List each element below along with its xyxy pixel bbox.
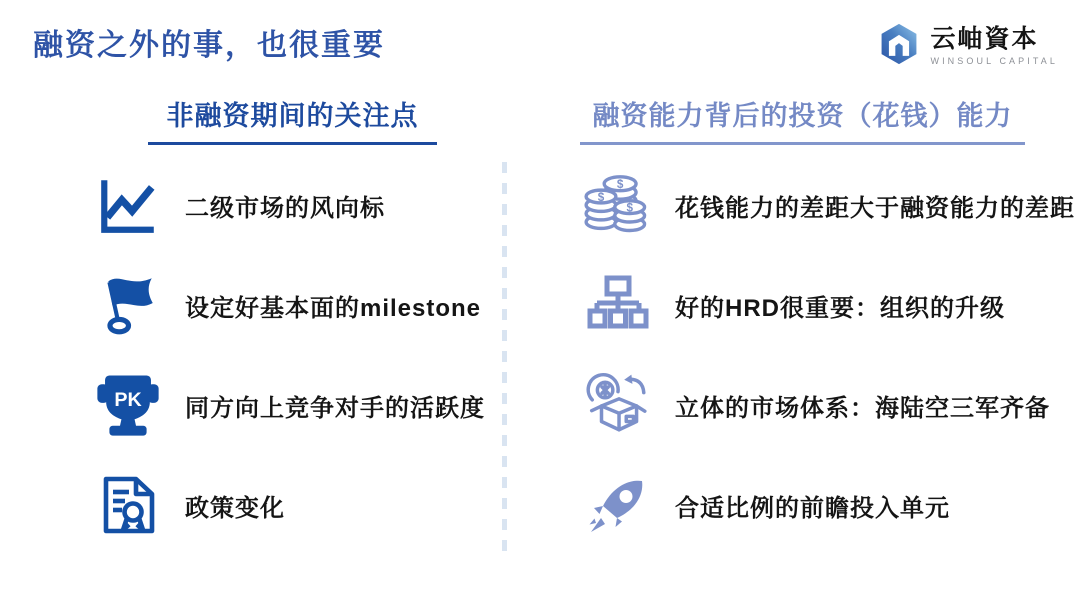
svg-text:$: $ xyxy=(597,190,605,204)
certificate-icon xyxy=(93,468,163,542)
list-item xyxy=(583,155,1073,255)
list-item-label: 政策变化 xyxy=(185,495,285,522)
svg-text:PK: PK xyxy=(114,389,142,412)
org-chart-icon xyxy=(583,268,653,342)
list-item xyxy=(93,355,493,455)
winsoul-logo-icon xyxy=(877,22,921,71)
flag-icon xyxy=(93,268,163,342)
list-item-label: 花钱能力的差距大于融资能力的差距 xyxy=(675,195,1075,222)
list-item xyxy=(583,355,1073,455)
list-item-label: 二级市场的风向标 xyxy=(185,195,385,222)
list-item-label: 立体的市场体系：海陆空三军齐备 xyxy=(675,395,1050,422)
line-chart-icon xyxy=(93,168,163,242)
logo-text xyxy=(930,27,1058,66)
left-column-header: 非融资期间的关注点 xyxy=(148,94,437,145)
logo-company-name-cn: 云岫資本 xyxy=(930,25,1039,53)
right-column xyxy=(583,155,1073,555)
rocket-icon xyxy=(583,468,653,542)
list-item-label: 设定好基本面的milestone xyxy=(185,294,482,322)
list-item xyxy=(93,255,493,355)
svg-text:$: $ xyxy=(626,201,633,215)
slide-title: 融资之外的事，也很重要 xyxy=(33,29,385,62)
list-item-label: 合适比例的前瞻投入单元 xyxy=(675,495,950,522)
list-item xyxy=(583,255,1073,355)
coin-stacks-icon xyxy=(583,168,653,242)
logo-company-name-en: WINSOUL CAPITAL xyxy=(930,56,1058,67)
right-column-header: 融资能力背后的投资（花钱）能力 xyxy=(580,94,1025,145)
list-item xyxy=(583,455,1073,555)
list-item-label: 同方向上竞争对手的活跃度 xyxy=(185,395,485,422)
left-column xyxy=(93,155,493,555)
list-item-label: 好的HRD很重要：组织的升级 xyxy=(675,294,1005,322)
list-item xyxy=(93,455,493,555)
svg-text:$: $ xyxy=(616,178,624,191)
company-logo xyxy=(877,22,1058,71)
dashed-column-divider xyxy=(502,162,507,552)
pk-trophy-icon xyxy=(93,368,163,442)
list-item xyxy=(93,155,493,255)
open-box-icon xyxy=(583,368,653,442)
